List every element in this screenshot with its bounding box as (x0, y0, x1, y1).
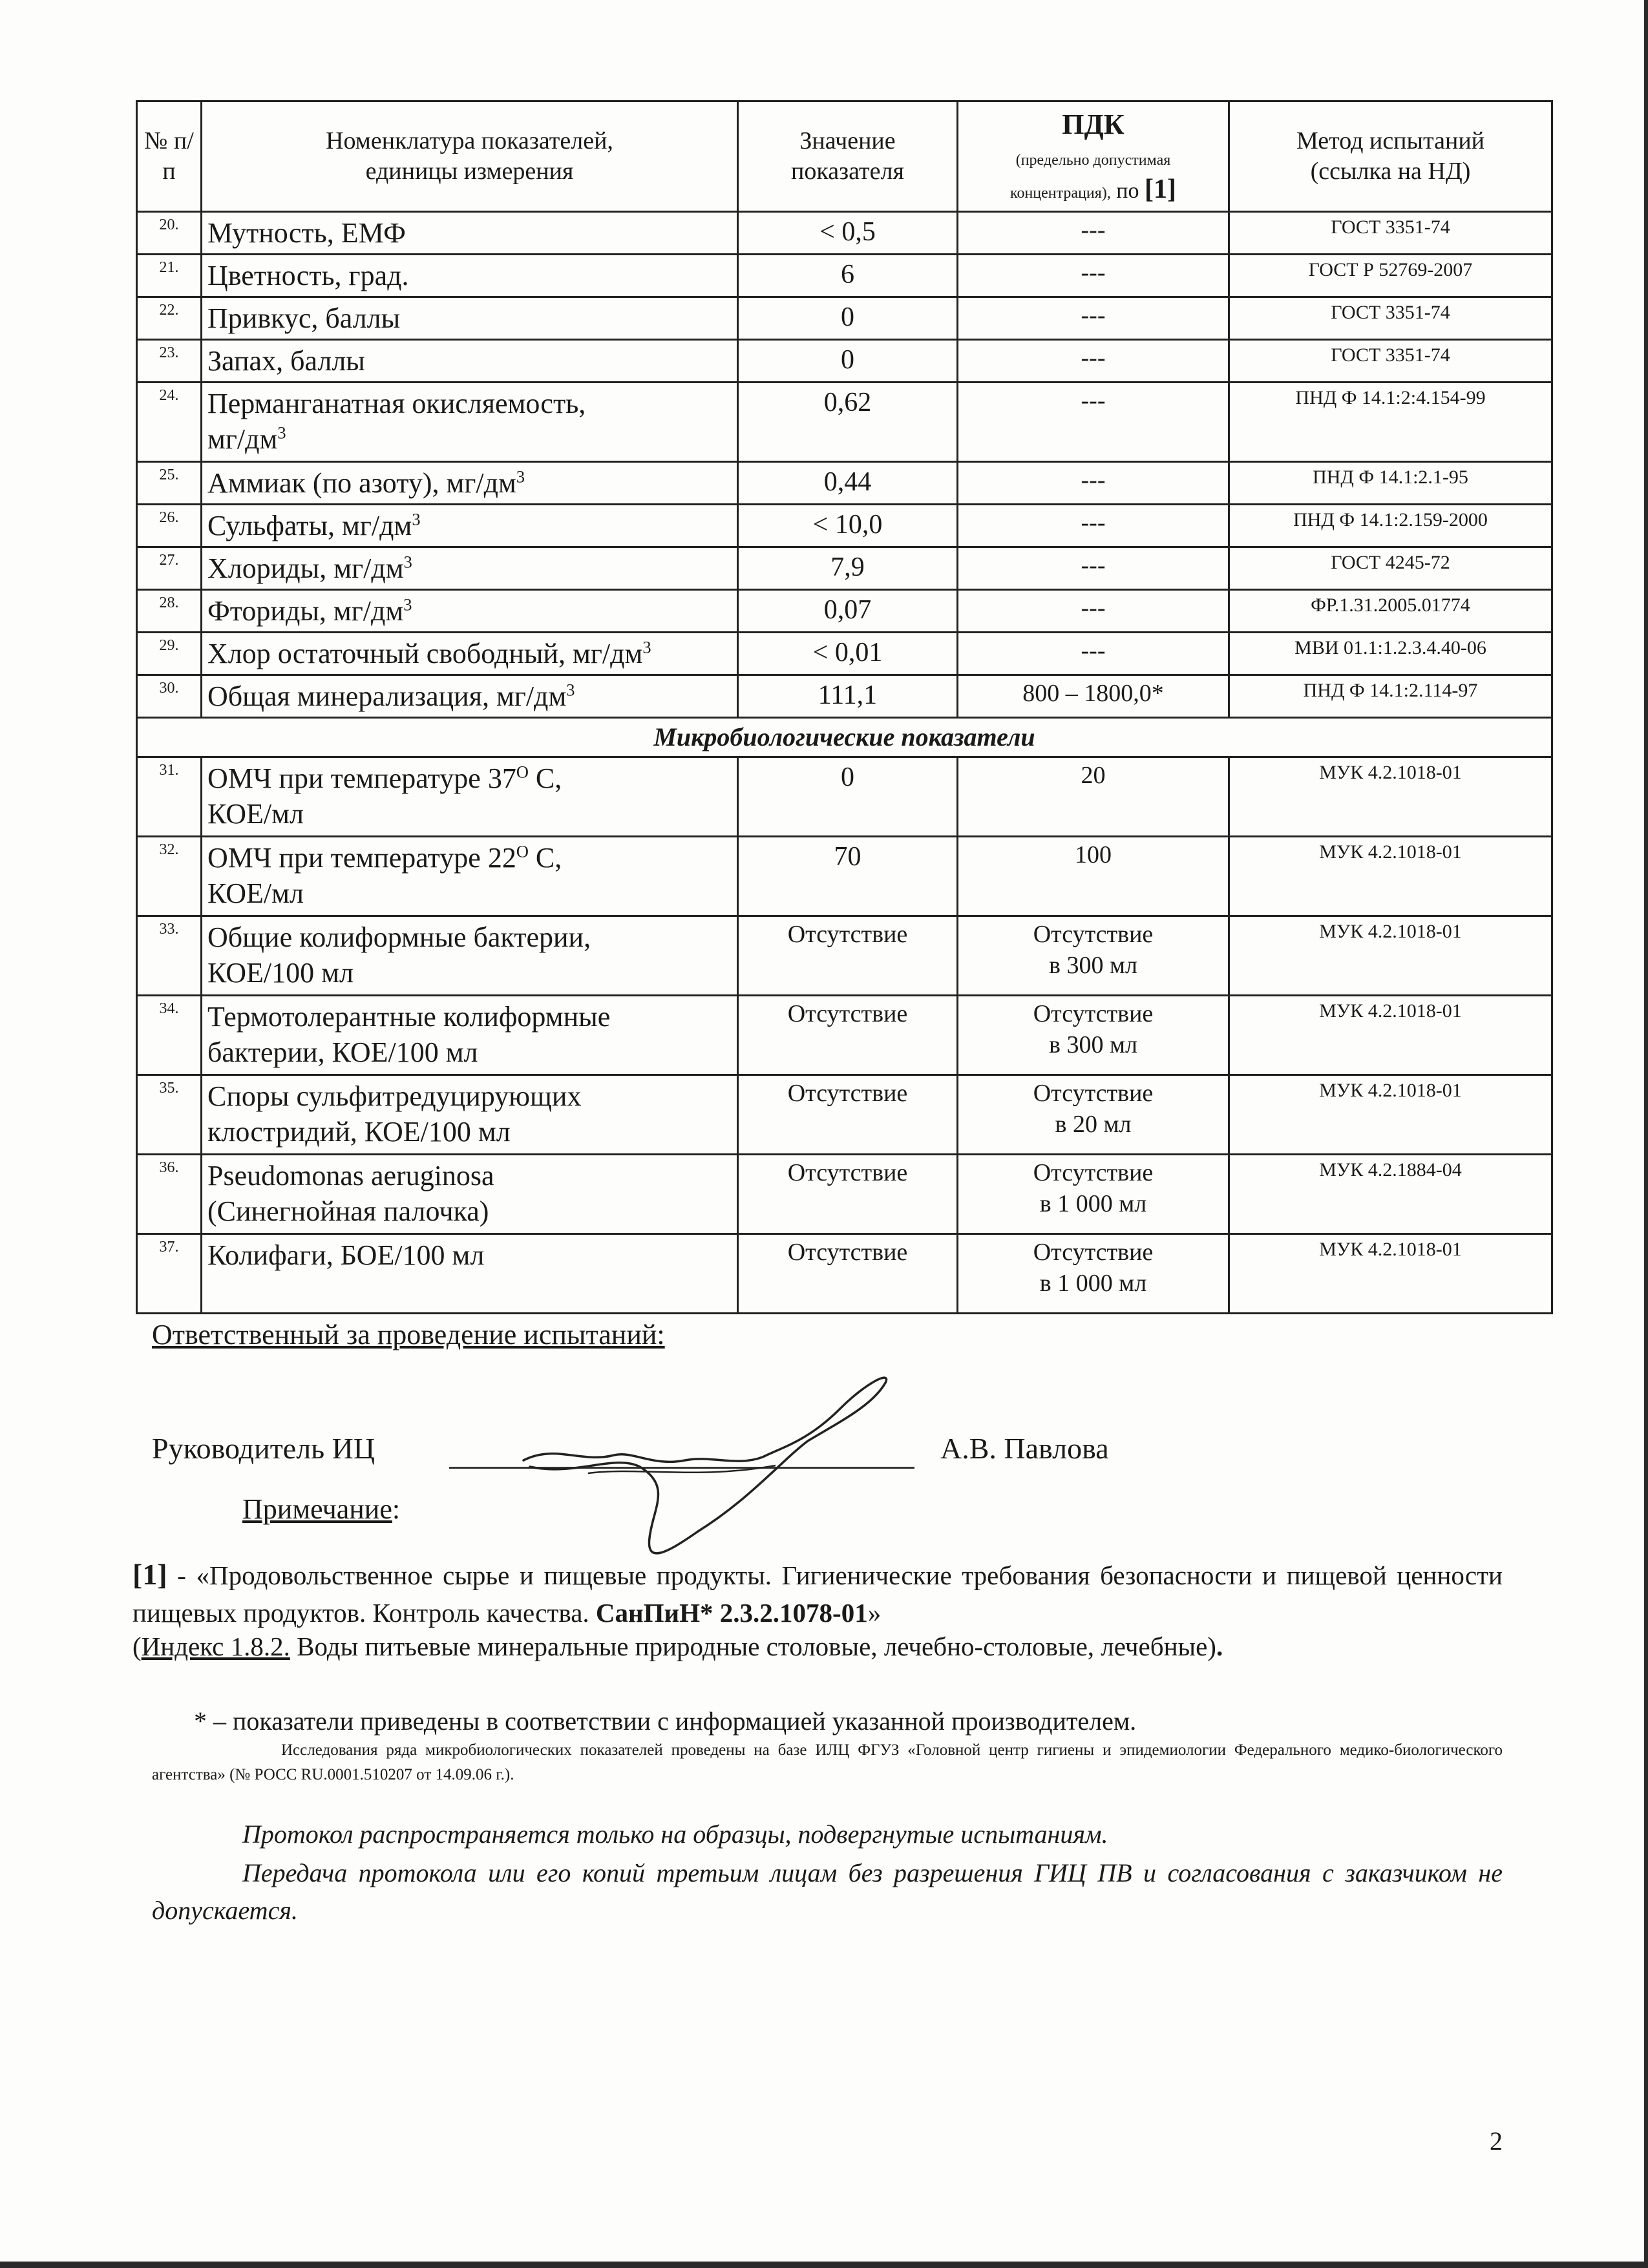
section-title-micro: Микробиологические показатели (137, 718, 1552, 757)
asterisk-note: * – показатели приведены в соответствии с информацией указанной производителем. (194, 1706, 1137, 1736)
row-value: 70 (738, 837, 958, 916)
table-header-row (137, 101, 1552, 212)
row-method: ГОСТ 3351-74 (1229, 212, 1552, 255)
table-row (137, 462, 1552, 505)
section-row (137, 718, 1552, 757)
row-value: 0 (738, 757, 958, 837)
row-number: 33. (137, 916, 202, 996)
row-pdk: --- (958, 547, 1229, 590)
row-name: ОМЧ при температуре $37^О$ С, КОЕ/мл (202, 757, 738, 837)
row-value: 0,44 (738, 462, 958, 505)
row-pdk: 100 (958, 837, 1229, 916)
table-row (137, 757, 1552, 837)
reference-1: [1] - «Продовольственное сырье и пищевые продукты. Гигиенические требования безопасности и пищевой ценности пищевых продуктов. Контроль качества. СанПиН* 2.3.2.1078-01» (132, 1558, 1503, 1628)
row-value: < 10,0 (738, 505, 958, 547)
header-num: № п/п (137, 101, 202, 212)
note-label: Примечание: (242, 1493, 401, 1525)
row-method: МУК 4.2.1018-01 (1229, 837, 1552, 916)
row-method: ГОСТ 4245-72 (1229, 547, 1552, 590)
header-name: Номенклатура показателей, единицы измерения (202, 101, 738, 212)
table-row (137, 297, 1552, 340)
row-number: 22. (137, 297, 202, 340)
row-pdk: --- (958, 255, 1229, 297)
page-number: 2 (1490, 2126, 1503, 2156)
row-pdk: --- (958, 297, 1229, 340)
row-name: Фториды, $мг/дм^3$ (202, 590, 738, 633)
table-row (137, 1155, 1552, 1234)
row-value: Отсутствие (738, 916, 958, 996)
row-name: Запах, баллы (202, 340, 738, 383)
row-method: ПНД Ф 14.1:2:4.154-99 (1229, 383, 1552, 462)
results-table (136, 100, 1553, 1314)
row-name: Привкус, баллы (202, 297, 738, 340)
protocol-note-2: Передача протокола или его копий третьим лицам без разрешения ГИЦ ПВ и согласования с заказчиком не допускается. (152, 1858, 1503, 1925)
row-number: 24. (137, 383, 202, 462)
header-value: Значение показателя (738, 101, 958, 212)
table-row (137, 675, 1552, 718)
row-method: МУК 4.2.1018-01 (1229, 1075, 1552, 1155)
row-name: ОМЧ при температуре $22^О$ С, КОЕ/мл (202, 837, 738, 916)
row-name: Хлориды, $мг/дм^3$ (202, 547, 738, 590)
row-method: ГОСТ 3351-74 (1229, 297, 1552, 340)
row-number: 27. (137, 547, 202, 590)
row-method: ФР.1.31.2005.01774 (1229, 590, 1552, 633)
row-value: Отсутствие (738, 1234, 958, 1314)
table-row (137, 212, 1552, 255)
row-name: Колифаги, БОЕ/100 мл (202, 1234, 738, 1314)
table-row (137, 590, 1552, 633)
row-number: 37. (137, 1234, 202, 1314)
row-pdk: Отсутствие в 300 мл (958, 916, 1229, 996)
row-number: 29. (137, 633, 202, 675)
row-pdk: Отсутствие в 1 000 мл (958, 1234, 1229, 1314)
row-pdk: --- (958, 340, 1229, 383)
micro-lab-note: Исследования ряда микробиологических показателей проведены на базе ИЛЦ ФГУЗ «Головной центр гигиены и эпидемиологии Федерального медико-биологического агентства» (№ РОСС RU.0001.510207 от 14.09.06 г.). (152, 1741, 1503, 1783)
head-name: А.В. Павлова (940, 1432, 1109, 1465)
row-value: Отсутствие (738, 996, 958, 1075)
row-value: < 0,01 (738, 633, 958, 675)
row-pdk: Отсутствие в 1 000 мл (958, 1155, 1229, 1234)
row-method: МУК 4.2.1884-04 (1229, 1155, 1552, 1234)
row-pdk: 20 (958, 757, 1229, 837)
table-row (137, 255, 1552, 297)
row-number: 36. (137, 1155, 202, 1234)
row-name: Сульфаты, $мг/дм^3$ (202, 505, 738, 547)
row-name: Аммиак (по азоту), $мг/дм^3$ (202, 462, 738, 505)
row-value: Отсутствие (738, 1155, 958, 1234)
row-name: Хлор остаточный свободный, $мг/дм^3$ (202, 633, 738, 675)
row-name: Термотолерантные колиформные бактерии, КОЕ/100 мл (202, 996, 738, 1075)
row-name: Pseudomonas aeruginosa (Синегнойная палочка) (202, 1155, 738, 1234)
row-name: Перманганатная окисляемость, $мг/дм^3$ (202, 383, 738, 462)
row-name: Цветность, град. (202, 255, 738, 297)
signature-icon (504, 1370, 918, 1564)
row-method: ГОСТ 3351-74 (1229, 340, 1552, 383)
row-number: 20. (137, 212, 202, 255)
row-value: 7,9 (738, 547, 958, 590)
row-method: МУК 4.2.1018-01 (1229, 1234, 1552, 1314)
row-pdk: --- (958, 462, 1229, 505)
protocol-note-1: Протокол распространяется только на образцы, подвергнутые испытаниям. (242, 1820, 1108, 1849)
row-method: МУК 4.2.1018-01 (1229, 916, 1552, 996)
table-row (137, 1234, 1552, 1314)
row-pdk: --- (958, 212, 1229, 255)
row-value: Отсутствие (738, 1075, 958, 1155)
row-number: 32. (137, 837, 202, 916)
row-value: 0,07 (738, 590, 958, 633)
table-row (137, 916, 1552, 996)
row-number: 23. (137, 340, 202, 383)
index-line: (Индекс 1.8.2. Воды питьевые минеральные природные столовые, лечебно-столовые, лечебные). (132, 1632, 1223, 1661)
row-number: 31. (137, 757, 202, 837)
row-number: 30. (137, 675, 202, 718)
row-pdk: --- (958, 505, 1229, 547)
responsible-heading: Ответственный за проведение испытаний: (152, 1319, 665, 1350)
row-method: МВИ 01.1:1.2.3.4.40-06 (1229, 633, 1552, 675)
row-method: МУК 4.2.1018-01 (1229, 996, 1552, 1075)
row-number: 25. (137, 462, 202, 505)
head-label: Руководитель ИЦ (152, 1432, 375, 1465)
row-number: 34. (137, 996, 202, 1075)
row-pdk: Отсутствие в 20 мл (958, 1075, 1229, 1155)
row-pdk: Отсутствие в 300 мл (958, 996, 1229, 1075)
row-pdk: 800 – 1800,0* (958, 675, 1229, 718)
row-value: 0,62 (738, 383, 958, 462)
row-method: ГОСТ Р 52769-2007 (1229, 255, 1552, 297)
table-row (137, 1075, 1552, 1155)
header-pdk: ПДК (предельно допустимая концентрация), по [1] (958, 101, 1229, 212)
row-value: < 0,5 (738, 212, 958, 255)
row-pdk: --- (958, 633, 1229, 675)
table-row (137, 547, 1552, 590)
row-number: 21. (137, 255, 202, 297)
row-number: 35. (137, 1075, 202, 1155)
row-pdk: --- (958, 383, 1229, 462)
row-pdk: --- (958, 590, 1229, 633)
row-value: 6 (738, 255, 958, 297)
row-name: Общая минерализация, $мг/дм^3$ (202, 675, 738, 718)
row-method: ПНД Ф 14.1:2.114-97 (1229, 675, 1552, 718)
row-method: ПНД Ф 14.1:2.1-95 (1229, 462, 1552, 505)
row-name: Общие колиформные бактерии, КОЕ/100 мл (202, 916, 738, 996)
row-value: 111,1 (738, 675, 958, 718)
row-method: МУК 4.2.1018-01 (1229, 757, 1552, 837)
row-method: ПНД Ф 14.1:2.159-2000 (1229, 505, 1552, 547)
table-row (137, 505, 1552, 547)
table-row (137, 633, 1552, 675)
row-value: 0 (738, 340, 958, 383)
row-number: 28. (137, 590, 202, 633)
row-name: Споры сульфитредуцирующих клостридий, КОЕ/100 мл (202, 1075, 738, 1155)
table-row (137, 383, 1552, 462)
row-value: 0 (738, 297, 958, 340)
table-row (137, 837, 1552, 916)
table-row (137, 340, 1552, 383)
table-row (137, 996, 1552, 1075)
header-method: Метод испытаний (ссылка на НД) (1229, 101, 1552, 212)
row-name: Мутность, ЕМФ (202, 212, 738, 255)
row-number: 26. (137, 505, 202, 547)
